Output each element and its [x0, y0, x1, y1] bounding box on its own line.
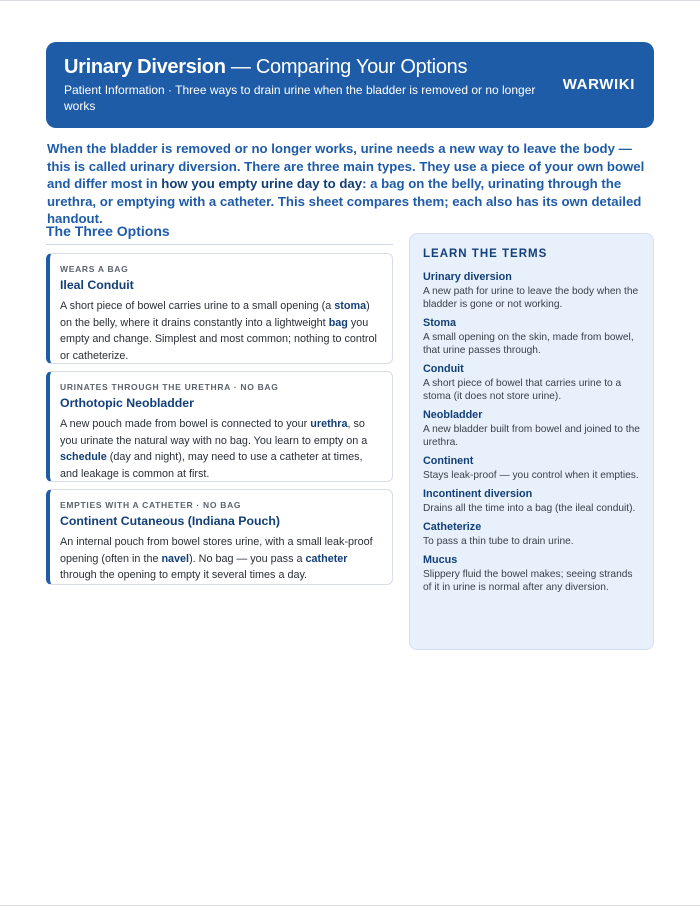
option-title: Orthotopic Neobladder [60, 396, 194, 410]
term-name: Stoma [423, 317, 456, 329]
top-divider [0, 0, 700, 1]
term-incontinent-diversion [423, 487, 640, 515]
option-text: you empty and change. Simplest and most common; nothing to control or catheterize. [60, 316, 377, 362]
term-urinary-diversion [423, 270, 640, 311]
options-heading: The Three Options [46, 223, 170, 239]
term-definition: A new bladder built from bowel and joined to the urethra. [423, 424, 640, 448]
term-conduit [423, 362, 640, 403]
term-name: Conduit [423, 363, 464, 375]
page-title [64, 55, 467, 79]
option-title: Ileal Conduit [60, 278, 134, 292]
option-description [60, 298, 382, 364]
option-text: through the opening to empty it several times a day. [60, 569, 308, 581]
page-title-rest: — Comparing Your Options [225, 56, 468, 78]
option-kicker: WEARS A BAG [60, 264, 129, 274]
term-definition: To pass a thin tube to drain urine. [423, 536, 574, 547]
option-text: An internal pouch from bowel stores urine, with a small leak-proof opening (often in the [60, 536, 373, 565]
term-name: Urinary diversion [423, 271, 512, 283]
term-stoma [423, 316, 640, 357]
term-neobladder [423, 408, 640, 449]
term-continent [423, 454, 640, 482]
option-card-indiana-pouch [46, 489, 393, 585]
term-name: Catheterize [423, 521, 482, 533]
term-definition: A short piece of bowel that carries urine to a stoma (it does not store urine). [423, 378, 622, 402]
option-description [60, 534, 382, 584]
header-banner [46, 42, 654, 128]
option-description [60, 416, 382, 482]
option-kicker: EMPTIES WITH A CATHETER · NO BAG [60, 500, 242, 510]
term-mucus [423, 553, 640, 594]
option-keyword: schedule [60, 451, 107, 463]
term-name: Continent [423, 455, 474, 467]
option-text: A new pouch made from bowel is connected to your [60, 418, 311, 430]
option-card-orthotopic-neobladder [46, 371, 393, 482]
option-card-ileal-conduit [46, 253, 393, 364]
option-text: ). No bag — you pass a [189, 552, 306, 565]
option-keyword: stoma [334, 300, 367, 312]
page-title-bold: Urinary Diversion [64, 56, 226, 78]
term-definition: Slippery fluid the bowel makes; seeing strands of it in urine is normal after any diversion. [423, 569, 633, 593]
option-text: , so you urinate the natural way with no bag. You learn to empty on a [60, 418, 368, 447]
option-text: A short piece of bowel carries urine to a small opening (a [60, 300, 335, 312]
term-definition: Drains all the time into a bag (the ileal conduit). [423, 503, 636, 514]
term-definition: A small opening on the skin, made from bowel, that urine passes through. [423, 332, 634, 356]
option-keyword: urethra [310, 418, 348, 430]
term-name: Mucus [423, 554, 458, 566]
intro-text-2: : a bag on the belly, urinating through the urethra, or emptying with a catheter. This sheet compares them; each also has its own detailed handout. [47, 176, 642, 226]
term-catheterize [423, 520, 640, 548]
brand-logo: WARWIKI [562, 76, 635, 93]
term-definition: A new path for urine to leave the body when the bladder is gone or not working. [423, 286, 639, 310]
options-heading-rule [46, 244, 393, 245]
intro-paragraph [47, 140, 647, 228]
term-definition: Stays leak-proof — you control when it empties. [423, 470, 639, 481]
option-keyword: bag [328, 316, 348, 329]
option-title: Continent Cutaneous (Indiana Pouch) [60, 514, 280, 528]
option-keyword: catheter [305, 552, 348, 565]
option-kicker: URINATES THROUGH THE URETHRA · NO BAG [60, 382, 279, 392]
intro-text-1: When the bladder is removed or no longer works, urine needs a new way to leave the body — this is called urinary diversion. There are three main types. They use a piece of your own bowel and differ most in [47, 141, 645, 191]
option-keyword: navel [161, 552, 190, 565]
option-text: ) on the belly, where it drains constantly into a lightweight [60, 300, 370, 329]
term-name: Neobladder [423, 409, 483, 421]
terms-heading: LEARN THE TERMS [423, 248, 548, 260]
option-text: (day and night), may need to use a catheter at times, and leakage is common at first. [60, 451, 363, 480]
page-subtitle: Patient Information · Three ways to drain urine when the bladder is removed or no longer works [64, 83, 536, 113]
term-name: Incontinent diversion [423, 488, 533, 500]
terms-panel [409, 233, 654, 650]
intro-emphasis: how you empty urine day to day [161, 176, 363, 191]
